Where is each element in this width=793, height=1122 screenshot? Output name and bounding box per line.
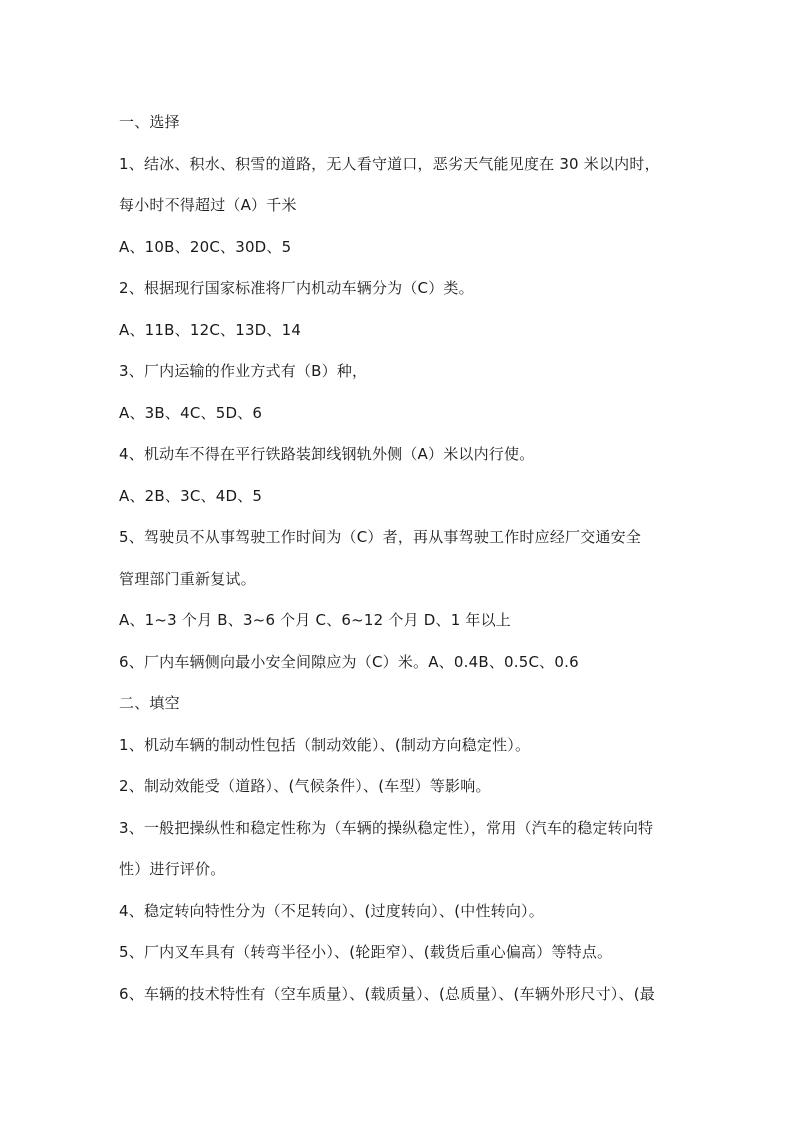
question-line: 5、驾驶员不从事驾驶工作时间为（C）者，再从事驾驶工作时应经厂交通安全	[119, 528, 642, 546]
question-line: 6、车辆的技术特性有（空车质量）、(载质量）、(总质量）、(车辆外形尺寸）、(最	[119, 984, 655, 1003]
section-heading-fill: 二、填空	[119, 694, 180, 712]
question-line: 4、稳定转向特性分为（不足转向）、(过度转向）、(中性转向）。	[119, 901, 544, 920]
answer-options: A、1~3 个月 B、3~6 个月 C、6~12 个月 D、1 年以上	[119, 611, 512, 629]
question-line: 5、厂内叉车具有（转弯半径小）、(轮距窄）、(载货后重心偏高）等特点。	[119, 943, 613, 961]
question-line: 4、机动车不得在平行铁路装卸线钢轨外侧（A）米以内行使。	[119, 445, 535, 463]
question-line: 1、机动车辆的制动性包括（制动效能）、(制动方向稳定性）。	[119, 735, 531, 754]
answer-options: A、3B、4C、5D、6	[119, 403, 263, 422]
question-line: 2、根据现行国家标准将厂内机动车辆分为（C）类。	[119, 279, 474, 297]
question-line: 管理部门重新复试。	[119, 569, 256, 588]
question-line: 6、厂内车辆侧向最小安全间隙应为（C）米。A、0.4B、0.5C、0.6	[119, 652, 579, 671]
section-heading-choice: 一、选择	[119, 113, 180, 131]
question-line: 3、一般把操纵性和稳定性称为（车辆的操纵稳定性），常用（汽车的稳定转向特	[119, 818, 654, 837]
document-body	[119, 102, 689, 1015]
question-line: 2、制动效能受（道路）、(气候条件）、(车型）等影响。	[119, 777, 491, 795]
question-line: 性）进行评价。	[119, 860, 226, 878]
answer-options: A、2B、3C、4D、5	[119, 486, 263, 505]
question-line: 每小时不得超过（A）千米	[119, 196, 297, 214]
question-line: 1、结冰、积水、积雪的道路，无人看守道口，恶劣天气能见度在 30 米以内时，	[119, 154, 660, 173]
answer-options: A、11B、12C、13D、14	[119, 320, 302, 339]
answer-options: A、10B、20C、30D、5	[119, 237, 292, 256]
question-line: 3、厂内运输的作业方式有（B）种，	[119, 362, 368, 380]
